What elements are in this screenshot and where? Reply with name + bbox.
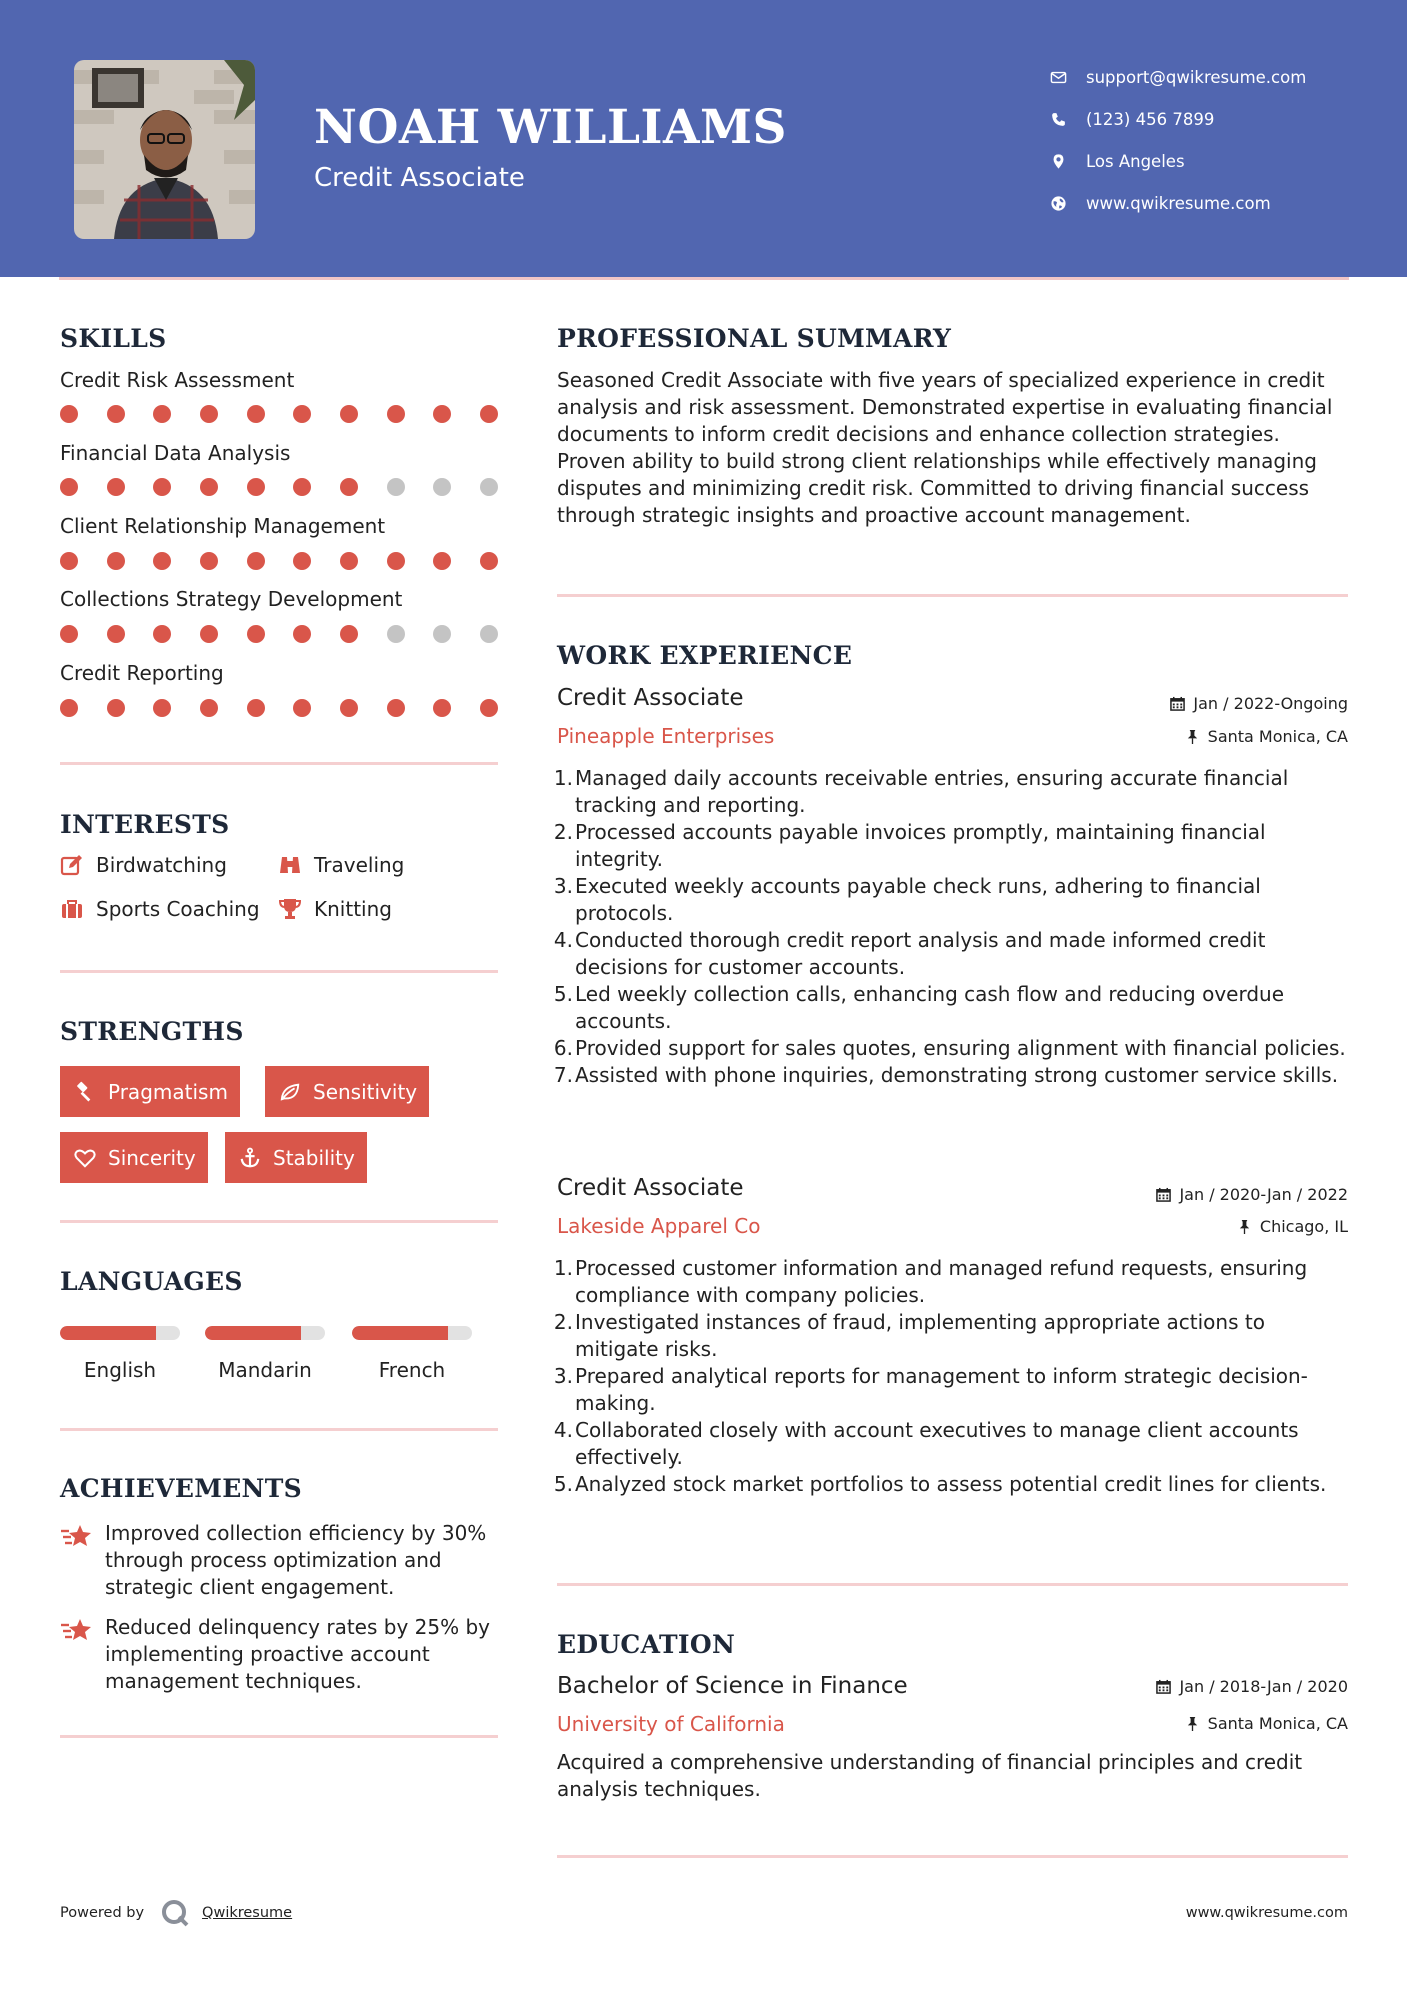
duty-text: Led weekly collection calls, enhancing cash flow and reducing overdue accounts. [575, 982, 1285, 1033]
duty-text: Executed weekly accounts payable check runs, adhering to financial protocols. [575, 874, 1261, 925]
interest-item [60, 897, 260, 921]
calendar-icon [1170, 696, 1185, 711]
calendar-icon [1156, 1187, 1171, 1202]
skill-rating [60, 478, 498, 496]
pushpin-icon [1237, 1219, 1252, 1234]
skill-dot-empty [480, 478, 498, 496]
duty-text: Processed customer information and managed refund requests, ensuring compliance with company policies. [575, 1256, 1308, 1307]
duty-text: Assisted with phone inquiries, demonstrating strong customer service skills. [575, 1063, 1339, 1087]
duty-item [553, 873, 1352, 927]
duty-text: Prepared analytical reports for management to inform strategic decision-making. [575, 1364, 1308, 1415]
skill-dot-filled [60, 552, 78, 570]
education-location [1185, 1714, 1348, 1733]
contact-phone[interactable] [1050, 98, 1306, 140]
duty-item [553, 1471, 1352, 1498]
contact-list [1050, 56, 1306, 224]
section-divider [557, 1855, 1348, 1858]
candidate-name: NOAH WILLIAMS [314, 100, 787, 155]
binoculars-icon [278, 853, 302, 877]
duty-item [553, 981, 1352, 1035]
heart-icon [74, 1147, 96, 1169]
duty-item [553, 1309, 1352, 1363]
language-level-fill [352, 1326, 448, 1340]
duty-item [553, 927, 1352, 981]
skill-dot-filled [60, 699, 78, 717]
education-heading: EDUCATION [557, 1630, 736, 1659]
strength-tag [225, 1132, 367, 1183]
contact-location [1050, 140, 1306, 182]
languages-heading: LANGUAGES [60, 1267, 243, 1296]
skill-dot-filled [247, 699, 265, 717]
skill-rating [60, 405, 498, 423]
skill-dot-filled [293, 405, 311, 423]
pushpin-icon [1185, 729, 1200, 744]
summary-text: Seasoned Credit Associate with five years of specialized experience in credit analysis and risk assessment. Demonstrated expertise in evaluating financial documents to inform credit decisions and enhance collection strategies. Proven ability to build strong client relationships while effectively managing disputes and minimizing credit risk. Committed to driving financial success through strategic insights and proactive account management. [557, 368, 1333, 527]
skill-dot-filled [387, 699, 405, 717]
duty-number: 1. [553, 766, 573, 790]
education-dates-text: Jan / 2018-Jan / 2020 [1179, 1677, 1348, 1696]
duty-number: 3. [553, 1364, 573, 1388]
skill-dot-filled [247, 625, 265, 643]
footer-powered-by [60, 1898, 292, 1928]
duty-text: Investigated instances of fraud, implementing appropriate actions to mitigate risks. [575, 1310, 1265, 1361]
duty-item [553, 1062, 1352, 1089]
shooting-star-icon [60, 1522, 92, 1550]
powered-by-text: Powered by [60, 1905, 145, 1921]
strength-label: Sincerity [108, 1145, 196, 1170]
skill-dot-filled [247, 478, 265, 496]
interest-label: Birdwatching [96, 853, 227, 877]
skill-dot-filled [107, 552, 125, 570]
header-divider [59, 277, 1349, 280]
skill-dot-empty [433, 478, 451, 496]
duty-number: 3. [553, 874, 573, 898]
skill-name: Credit Risk Assessment [60, 368, 295, 392]
duty-text: Analyzed stock market portfolios to assess potential credit lines for clients. [575, 1472, 1327, 1496]
trophy-icon [278, 897, 302, 921]
duty-text: Collaborated closely with account executives to manage client accounts effectively. [575, 1418, 1299, 1469]
skill-name: Financial Data Analysis [60, 441, 291, 465]
skills-heading: SKILLS [60, 324, 167, 353]
duty-number: 6. [553, 1036, 573, 1060]
strengths-heading: STRENGTHS [60, 1017, 244, 1046]
skill-dot-filled [153, 699, 171, 717]
section-divider [60, 1735, 498, 1738]
education-location-text: Santa Monica, CA [1207, 1714, 1348, 1733]
envelope-icon [1050, 69, 1067, 86]
skill-rating [60, 699, 498, 717]
resume-header [0, 0, 1407, 277]
section-divider [60, 970, 498, 973]
skill-dot-filled [60, 625, 78, 643]
skill-dot-filled [247, 552, 265, 570]
achievement-item [60, 1520, 500, 1601]
job-dates [1156, 1185, 1348, 1204]
skill-dot-filled [293, 625, 311, 643]
job-location-text: Santa Monica, CA [1207, 727, 1348, 746]
job-title: Credit Associate [557, 685, 744, 711]
language-name: English [83, 1358, 157, 1382]
skill-dot-filled [200, 699, 218, 717]
language-level-bar [205, 1326, 325, 1340]
job-location [1185, 727, 1348, 746]
skill-dot-filled [480, 699, 498, 717]
strength-tag [60, 1132, 208, 1183]
contact-website[interactable] [1050, 182, 1306, 224]
skill-dot-filled [153, 405, 171, 423]
interest-item [60, 853, 227, 877]
duty-number: 5. [553, 1472, 573, 1496]
language-level-fill [60, 1326, 156, 1340]
skill-dot-empty [387, 478, 405, 496]
strength-tag [265, 1066, 429, 1117]
skill-dot-filled [107, 405, 125, 423]
section-divider [60, 762, 498, 765]
section-divider [60, 1428, 498, 1431]
duty-number: 4. [553, 1418, 573, 1442]
duty-text: Provided support for sales quotes, ensuring alignment with financial policies. [575, 1036, 1346, 1060]
interest-item [278, 897, 392, 921]
gavel-icon [74, 1081, 96, 1103]
skill-dot-filled [153, 478, 171, 496]
leaf-icon [279, 1081, 301, 1103]
skill-dot-filled [387, 405, 405, 423]
language-level-bar [60, 1326, 180, 1340]
skill-dot-filled [340, 625, 358, 643]
skill-dot-filled [340, 405, 358, 423]
interests-heading: INTERESTS [60, 810, 230, 839]
skill-dot-filled [200, 478, 218, 496]
skill-dot-filled [200, 552, 218, 570]
candidate-role: Credit Associate [314, 163, 525, 193]
pencil-square-icon [60, 853, 84, 877]
summary-heading: PROFESSIONAL SUMMARY [557, 324, 952, 353]
skill-dot-empty [387, 625, 405, 643]
calendar-icon [1156, 1679, 1171, 1694]
job-duties [553, 765, 1352, 1089]
duty-text: Conducted thorough credit report analysis and made informed credit decisions for customer accounts. [575, 928, 1266, 979]
job-location-text: Chicago, IL [1259, 1217, 1348, 1236]
job-title: Credit Associate [557, 1175, 744, 1201]
experience-heading: WORK EXPERIENCE [557, 641, 853, 670]
contact-website-text: www.qwikresume.com [1086, 193, 1271, 213]
duty-item [553, 819, 1352, 873]
duty-text: Managed daily accounts receivable entries, ensuring accurate financial tracking and reporting. [575, 766, 1289, 817]
brand-link[interactable]: Qwikresume [202, 1905, 293, 1921]
duty-item [553, 1035, 1352, 1062]
strength-label: Stability [273, 1145, 355, 1170]
skill-dot-empty [480, 625, 498, 643]
skill-dot-filled [433, 405, 451, 423]
job-dates-text: Jan / 2022-Ongoing [1193, 694, 1348, 713]
footer-url[interactable]: www.qwikresume.com [1185, 1905, 1348, 1921]
skill-dot-filled [107, 478, 125, 496]
education-dates [1156, 1677, 1348, 1696]
duty-number: 1. [553, 1256, 573, 1280]
skill-dot-filled [60, 478, 78, 496]
skill-dot-filled [480, 552, 498, 570]
skill-name: Client Relationship Management [60, 514, 386, 538]
language-name: Mandarin [218, 1358, 312, 1382]
skill-dot-filled [293, 478, 311, 496]
skill-dot-filled [153, 552, 171, 570]
duty-number: 5. [553, 982, 573, 1006]
profile-photo [74, 60, 255, 239]
achievement-text: Reduced delinquency rates by 25% by implementing proactive account management techniques. [105, 1615, 490, 1693]
strength-label: Pragmatism [108, 1079, 228, 1104]
skill-rating [60, 552, 498, 570]
duty-item [553, 1417, 1352, 1471]
strength-tag [60, 1066, 240, 1117]
skill-rating [60, 625, 498, 643]
job-dates-text: Jan / 2020-Jan / 2022 [1179, 1185, 1348, 1204]
shooting-star-icon [60, 1616, 92, 1644]
contact-phone-text: (123) 456 7899 [1086, 109, 1215, 129]
achievement-text: Improved collection efficiency by 30% through process optimization and strategic client engagement. [105, 1521, 487, 1599]
section-divider [60, 1220, 498, 1223]
language-level-bar [352, 1326, 472, 1340]
skill-dot-filled [433, 699, 451, 717]
interest-label: Sports Coaching [96, 897, 260, 921]
skill-dot-filled [107, 625, 125, 643]
skill-dot-filled [293, 699, 311, 717]
language-name: French [378, 1358, 446, 1382]
job-duties [553, 1255, 1352, 1498]
contact-email-text: support@qwikresume.com [1086, 67, 1307, 87]
duty-item [553, 765, 1352, 819]
language-level-fill [205, 1326, 301, 1340]
company-name: Lakeside Apparel Co [557, 1214, 761, 1238]
skill-dot-filled [480, 405, 498, 423]
briefcase-icon [60, 897, 84, 921]
pushpin-icon [1185, 1716, 1200, 1731]
education-description: Acquired a comprehensive understanding of financial principles and credit analysis techniques. [557, 1750, 1303, 1801]
duty-number: 2. [553, 820, 573, 844]
school-name: University of California [557, 1712, 785, 1736]
skill-dot-filled [387, 552, 405, 570]
skill-dot-filled [107, 699, 125, 717]
phone-icon [1050, 111, 1067, 128]
section-divider [557, 1583, 1348, 1586]
skill-name: Collections Strategy Development [60, 587, 403, 611]
contact-location-text: Los Angeles [1086, 151, 1185, 171]
skill-dot-filled [340, 478, 358, 496]
skill-dot-filled [293, 552, 311, 570]
job-dates [1170, 694, 1348, 713]
degree-title: Bachelor of Science in Finance [557, 1673, 908, 1699]
skill-dot-empty [433, 625, 451, 643]
location-pin-icon [1050, 153, 1067, 170]
achievement-item [60, 1614, 500, 1695]
skill-dot-filled [340, 699, 358, 717]
skill-dot-filled [200, 405, 218, 423]
skill-name: Credit Reporting [60, 661, 224, 685]
interest-label: Traveling [314, 853, 405, 877]
anchor-icon [239, 1147, 261, 1169]
skill-dot-filled [60, 405, 78, 423]
duty-number: 2. [553, 1310, 573, 1334]
section-divider [557, 594, 1348, 597]
duty-text: Processed accounts payable invoices promptly, maintaining financial integrity. [575, 820, 1266, 871]
contact-email[interactable] [1050, 56, 1306, 98]
skill-dot-filled [433, 552, 451, 570]
skill-dot-filled [153, 625, 171, 643]
interest-label: Knitting [314, 897, 392, 921]
strength-label: Sensitivity [313, 1079, 418, 1104]
skill-dot-filled [200, 625, 218, 643]
skill-dot-filled [247, 405, 265, 423]
globe-icon [1050, 195, 1067, 212]
achievements-heading: ACHIEVEMENTS [60, 1474, 302, 1503]
interest-item [278, 853, 404, 877]
duty-item [553, 1255, 1352, 1309]
job-location [1237, 1217, 1348, 1236]
skill-dot-filled [340, 552, 358, 570]
qwikresume-logo-icon [160, 1898, 190, 1928]
duty-number: 7. [553, 1063, 573, 1087]
duty-number: 4. [553, 928, 573, 952]
duty-item [553, 1363, 1352, 1417]
company-name: Pineapple Enterprises [557, 724, 775, 748]
